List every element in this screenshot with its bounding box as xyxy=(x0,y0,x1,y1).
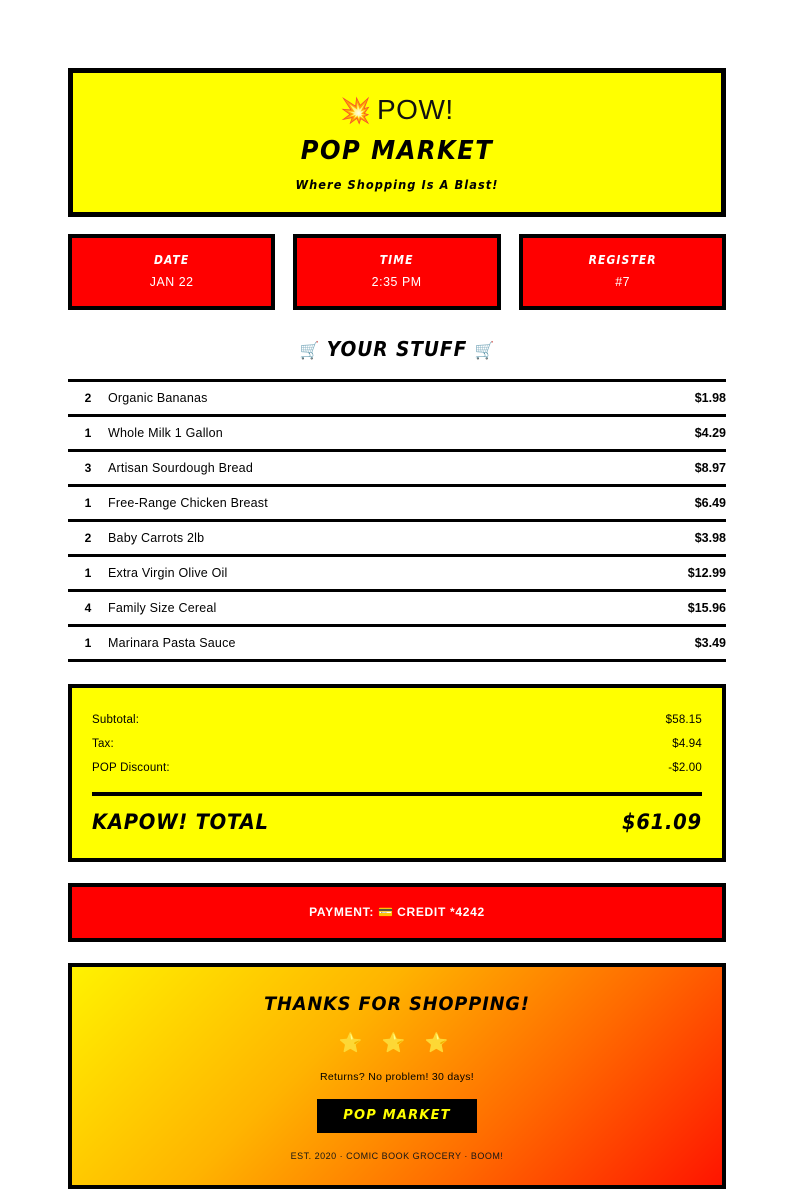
grand-total-row xyxy=(92,806,702,834)
item-quantity: 1 xyxy=(84,565,92,580)
item-price: $3.98 xyxy=(694,530,726,545)
total-line-label: POP Discount: xyxy=(92,761,170,774)
item-name: Whole Milk 1 Gallon xyxy=(108,425,223,440)
total-line-label: Tax: xyxy=(92,737,114,750)
item-row xyxy=(68,417,726,452)
store-header xyxy=(68,68,726,217)
total-line xyxy=(92,732,702,756)
totals-box xyxy=(68,684,726,862)
item-quantity: 2 xyxy=(84,390,92,405)
store-name: POP MARKET xyxy=(300,135,494,166)
totals-divider xyxy=(92,792,702,796)
item-name: Artisan Sourdough Bread xyxy=(108,460,253,475)
register-label: REGISTER xyxy=(588,252,657,267)
time-label: TIME xyxy=(380,252,414,267)
payment-method: CREDIT *4242 xyxy=(397,904,485,919)
item-price: $15.96 xyxy=(687,600,726,615)
total-line-value: $4.94 xyxy=(672,737,702,750)
shopping-cart-icon-left: 🛒 xyxy=(299,340,320,361)
star-rating-icons: ⭐ ⭐ ⭐ xyxy=(338,1032,456,1054)
item-name: Marinara Pasta Sauce xyxy=(108,635,236,650)
items-section-title xyxy=(91,337,703,361)
item-price: $4.29 xyxy=(694,425,726,440)
date-value: JAN 22 xyxy=(149,273,194,289)
item-row xyxy=(68,522,726,557)
item-price: $8.97 xyxy=(694,460,726,475)
item-quantity: 2 xyxy=(84,530,92,545)
item-name: Baby Carrots 2lb xyxy=(108,530,205,545)
info-box-time xyxy=(293,234,500,310)
grand-total-value: $61.09 xyxy=(622,809,702,834)
item-row xyxy=(68,627,726,659)
payment-prefix: PAYMENT: xyxy=(309,904,375,919)
transaction-info-row xyxy=(68,234,726,310)
date-label: DATE xyxy=(153,252,190,267)
returns-policy-text: Returns? No problem! 30 days! xyxy=(319,1070,475,1083)
pow-headline xyxy=(91,95,703,126)
item-row xyxy=(68,487,726,522)
item-quantity: 1 xyxy=(84,635,92,650)
payment-bar xyxy=(68,883,726,942)
item-quantity: 4 xyxy=(84,600,92,615)
credit-card-icon: 💳 xyxy=(378,904,394,919)
store-tagline: Where Shopping Is A Blast! xyxy=(295,177,499,192)
footer-note: EST. 2020 · COMIC BOOK GROCERY · BOOM! xyxy=(290,1150,504,1161)
items-title-text: YOUR STUFF xyxy=(326,336,468,361)
item-price: $12.99 xyxy=(687,565,726,580)
total-line-value: $58.15 xyxy=(665,713,702,726)
total-line-label: Subtotal: xyxy=(92,713,140,726)
item-price: $3.49 xyxy=(694,635,726,650)
footer-box xyxy=(68,963,726,1189)
items-list xyxy=(68,379,726,662)
time-value: 2:35 PM xyxy=(371,273,422,289)
item-row xyxy=(68,452,726,487)
totals-lines xyxy=(92,708,702,780)
brand-badge[interactable]: POP MARKET xyxy=(317,1099,476,1133)
grand-total-label: KAPOW! TOTAL xyxy=(92,809,269,834)
item-name: Organic Bananas xyxy=(108,390,208,405)
total-line-value: -$2.00 xyxy=(668,761,702,774)
info-box-date xyxy=(68,234,275,310)
total-line xyxy=(92,708,702,732)
thanks-message: THANKS FOR SHOPPING! xyxy=(264,992,530,1015)
item-row xyxy=(68,382,726,417)
item-price: $1.98 xyxy=(694,390,726,405)
item-quantity: 1 xyxy=(84,495,92,510)
item-row xyxy=(68,592,726,627)
item-name: Free-Range Chicken Breast xyxy=(108,495,268,510)
item-name: Extra Virgin Olive Oil xyxy=(108,565,228,580)
item-row xyxy=(68,557,726,592)
info-box-register xyxy=(519,234,726,310)
register-value: #7 xyxy=(614,273,630,289)
item-quantity: 3 xyxy=(84,460,92,475)
item-quantity: 1 xyxy=(84,425,92,440)
total-line xyxy=(92,756,702,780)
pow-text: POW! xyxy=(376,94,454,125)
item-price: $6.49 xyxy=(694,495,726,510)
item-name: Family Size Cereal xyxy=(108,600,217,615)
explosion-icon: 💥 xyxy=(340,97,372,125)
shopping-cart-icon-right: 🛒 xyxy=(474,340,495,361)
